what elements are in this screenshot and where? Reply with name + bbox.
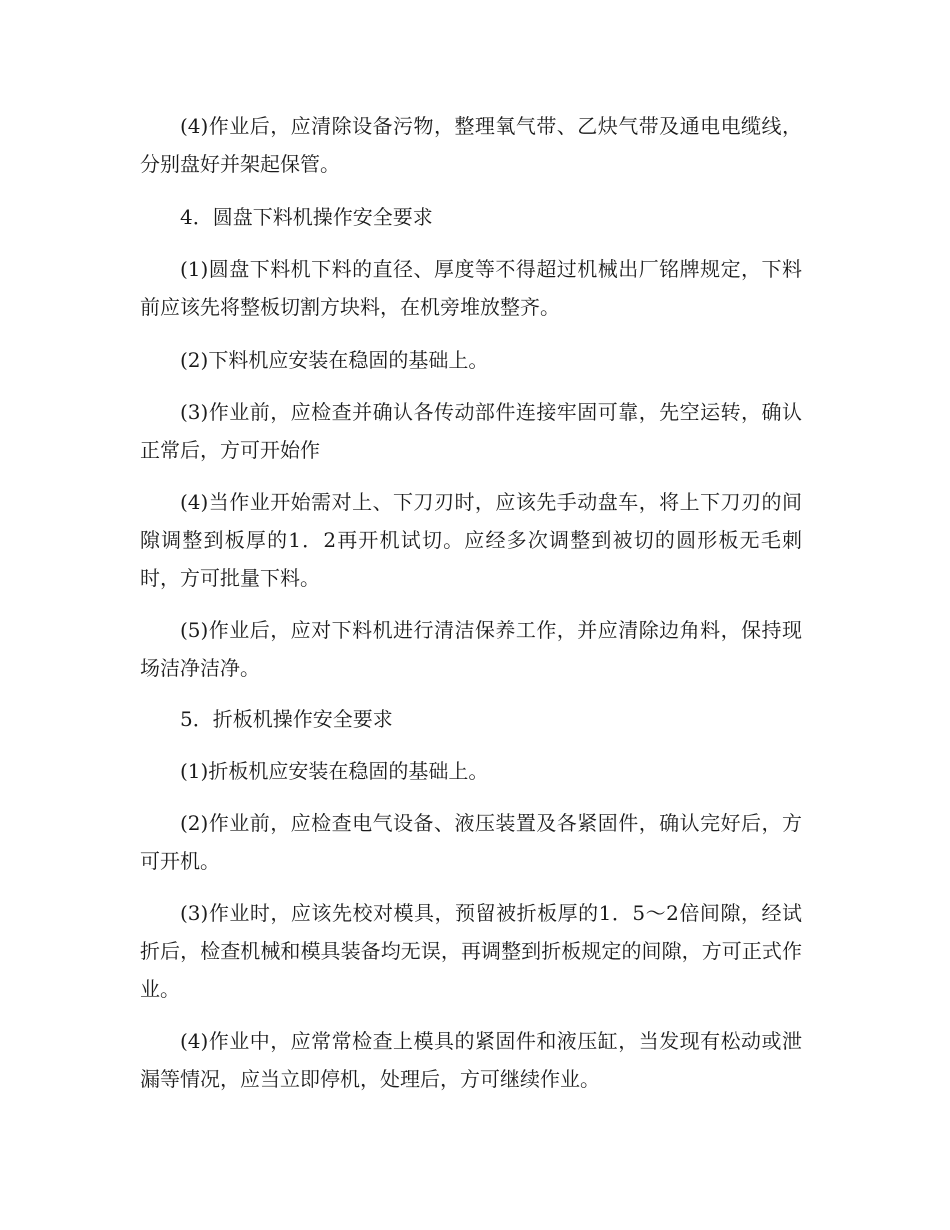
paragraph-folding-2: (2)作业前，应检查电气设备、液压装置及各紧固件，确认完好后，方可开机。	[140, 811, 802, 873]
paragraph-disc-cutter-3: (3)作业前，应检查并确认各传动部件连接牢固可靠，先空运转，确认正常后，方可开始作	[140, 400, 802, 462]
paragraph-folding-1: (1)折板机应安装在稳固的基础上。	[180, 759, 489, 783]
paragraph-disc-cutter-5: (5)作业后，应对下料机进行清洁保养工作，并应清除边角料，保持现场洁净洁净。	[140, 618, 802, 680]
section-heading-folding-machine: 5．折板机操作安全要求	[180, 707, 393, 731]
paragraph-disc-cutter-4: (4)当作业开始需对上、下刀刃时，应该先手动盘车，将上下刀刃的间隙调整到板厚的1．2再开机试切。应经多次调整到被切的圆形板无毛刺时，方可批量下料。	[140, 490, 802, 590]
paragraph-disc-cutter-1: (1)圆盘下料机下料的直径、厚度等不得超过机械出厂铭牌规定，下料前应该先将整板切割方块料，在机旁堆放整齐。	[140, 257, 802, 319]
paragraph-folding-4: (4)作业中，应常常检查上模具的紧固件和液压缸，当发现有松动或泄漏等情况，应当立即停机，处理后，方可继续作业。	[140, 1029, 802, 1091]
paragraph-disc-cutter-2: (2)下料机应安装在稳固的基础上。	[180, 348, 489, 372]
paragraph-welding-4: (4)作业后，应清除设备污物，整理氧气带、乙炔气带及通电电缆线，分别盘好并架起保管。	[140, 114, 802, 176]
paragraph-folding-3: (3)作业时，应该先校对模具，预留被折板厚的1．5～2倍间隙，经试折后，检查机械和模具装备均无误，再调整到折板规定的间隙，方可正式作业。	[140, 901, 802, 1001]
section-heading-disc-cutter: 4．圆盘下料机操作安全要求	[180, 205, 433, 229]
